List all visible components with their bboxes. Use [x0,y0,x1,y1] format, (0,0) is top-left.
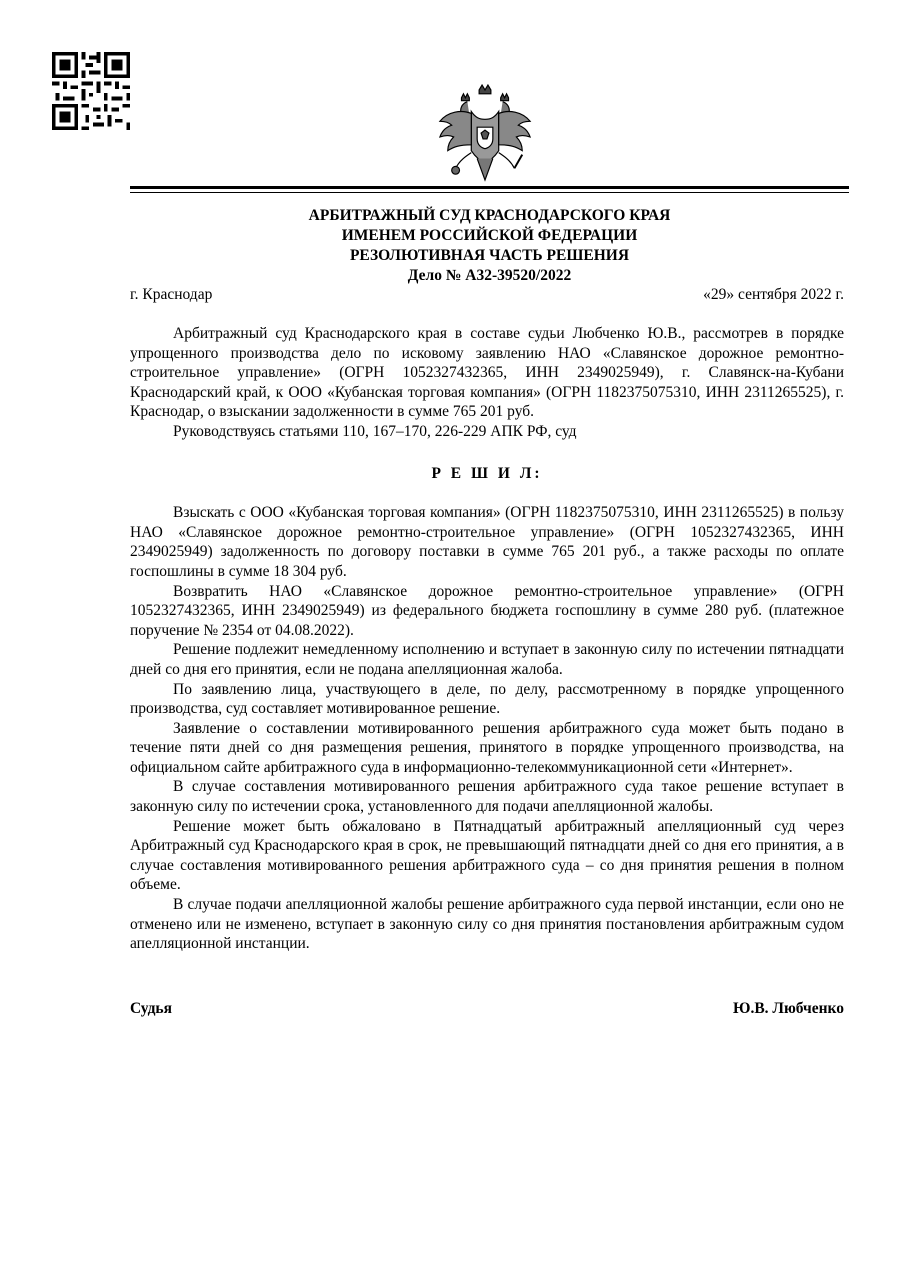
coat-of-arms-icon [436,84,534,186]
decision-paragraph: В случае составления мотивированного решения арбитражного суда такое решение вступает в законную силу по истечении срока, установленного для подачи апелляционной жалобы. [130,778,844,816]
header-rule-thick [130,186,849,189]
header-rule-thin [130,192,849,193]
place: г. Краснодар [130,286,213,303]
date: «29» сентября 2022 г. [703,286,844,303]
document-type: РЕЗОЛЮТИВНАЯ ЧАСТЬ РЕШЕНИЯ [349,247,630,264]
decision-paragraph: Заявление о составлении мотивированного решения арбитражного суда может быть подано в течение пяти дней со дня размещения решения, принятого в порядке упрощенного производства, на официальном сайте арбитражного суда в информационно-телекоммуникационной сети «Интернет». [130,719,844,776]
place-date-line [130,285,844,305]
signature-line [130,1000,844,1018]
decision-paragraph: В случае подачи апелляционной жалобы решение арбитражного суда первой инстанции, если оно не отменено или не изменено, вступает в законную силу со дня принятия постановления арбитражным судом апелляционной инстанции. [130,896,844,953]
decision-heading: Р Е Ш И Л: [431,464,543,482]
signature-role: Судья [130,1000,173,1017]
decision-paragraph: Взыскать с ООО «Кубанская торговая компания» (ОГРН 1182375075310, ИНН 2311265525) в пользу НАО «Славянское дорожное ремонтно-строительное управление» (ОГРН 1052327432365, ИНН 2349025949) задолженность по договору поставки в сумме 765 201 руб., а также расходы по оплате госпошлины в сумме 18 304 руб. [130,504,844,580]
decision-paragraph: Возвратить НАО «Славянское дорожное ремонтно-строительное управление» (ОГРН 1052327432365, ИНН 2349025949) из федерального бюджета госпошлину в сумме 280 руб. (платежное поручение № 2354 от 04.08.2022). [130,582,844,639]
document-body [130,324,844,954]
document-header [130,206,849,286]
case-number: Дело № А32-39520/2022 [407,267,572,284]
qr-code-icon [52,52,130,130]
court-name: АРБИТРАЖНЫЙ СУД КРАСНОДАРСКОГО КРАЯ [308,207,671,224]
decision-paragraph: Решение подлежит немедленному исполнению и вступает в законную силу по истечении пятнадцати дней со дня его принятия, если не подана апелляционная жалоба. [130,641,844,678]
decision-paragraph: Решение может быть обжаловано в Пятнадцатый арбитражный апелляционный суд через Арбитражный суд Краснодарского края в срок, не превышающий пятнадцати дней со дня его принятия, а в случае составления мотивированного решения арбитражного суда – со дня принятия решения в полном объеме. [130,817,844,894]
name-line: ИМЕНЕМ РОССИЙСКОЙ ФЕДЕРАЦИИ [341,227,638,244]
intro-paragraph: Арбитражный суд Краснодарского края в составе судьи Любченко Ю.В., рассмотрев в порядке упрощенного производства дело по исковому заявлению НАО «Славянское дорожное ремонтно-строительное управление» (ОГРН 1052327432365, ИНН 2349025949), г. Славянск-на-Кубани Краснодарский край, к ООО «Кубанская торговая компания» (ОГРН 1182375075310, ИНН 2311265525), г. Краснодар, о взыскании задолженности в сумме 765 201 руб. [130,325,844,421]
signature-name: Ю.В. Любченко [733,1000,844,1017]
intro-paragraph: Руководствуясь статьями 110, 167–170, 226-229 АПК РФ, суд [173,422,577,440]
decision-paragraph: По заявлению лица, участвующего в деле, по делу, рассмотренному в порядке упрощенного производства, суд составляет мотивированное решение. [130,680,844,718]
